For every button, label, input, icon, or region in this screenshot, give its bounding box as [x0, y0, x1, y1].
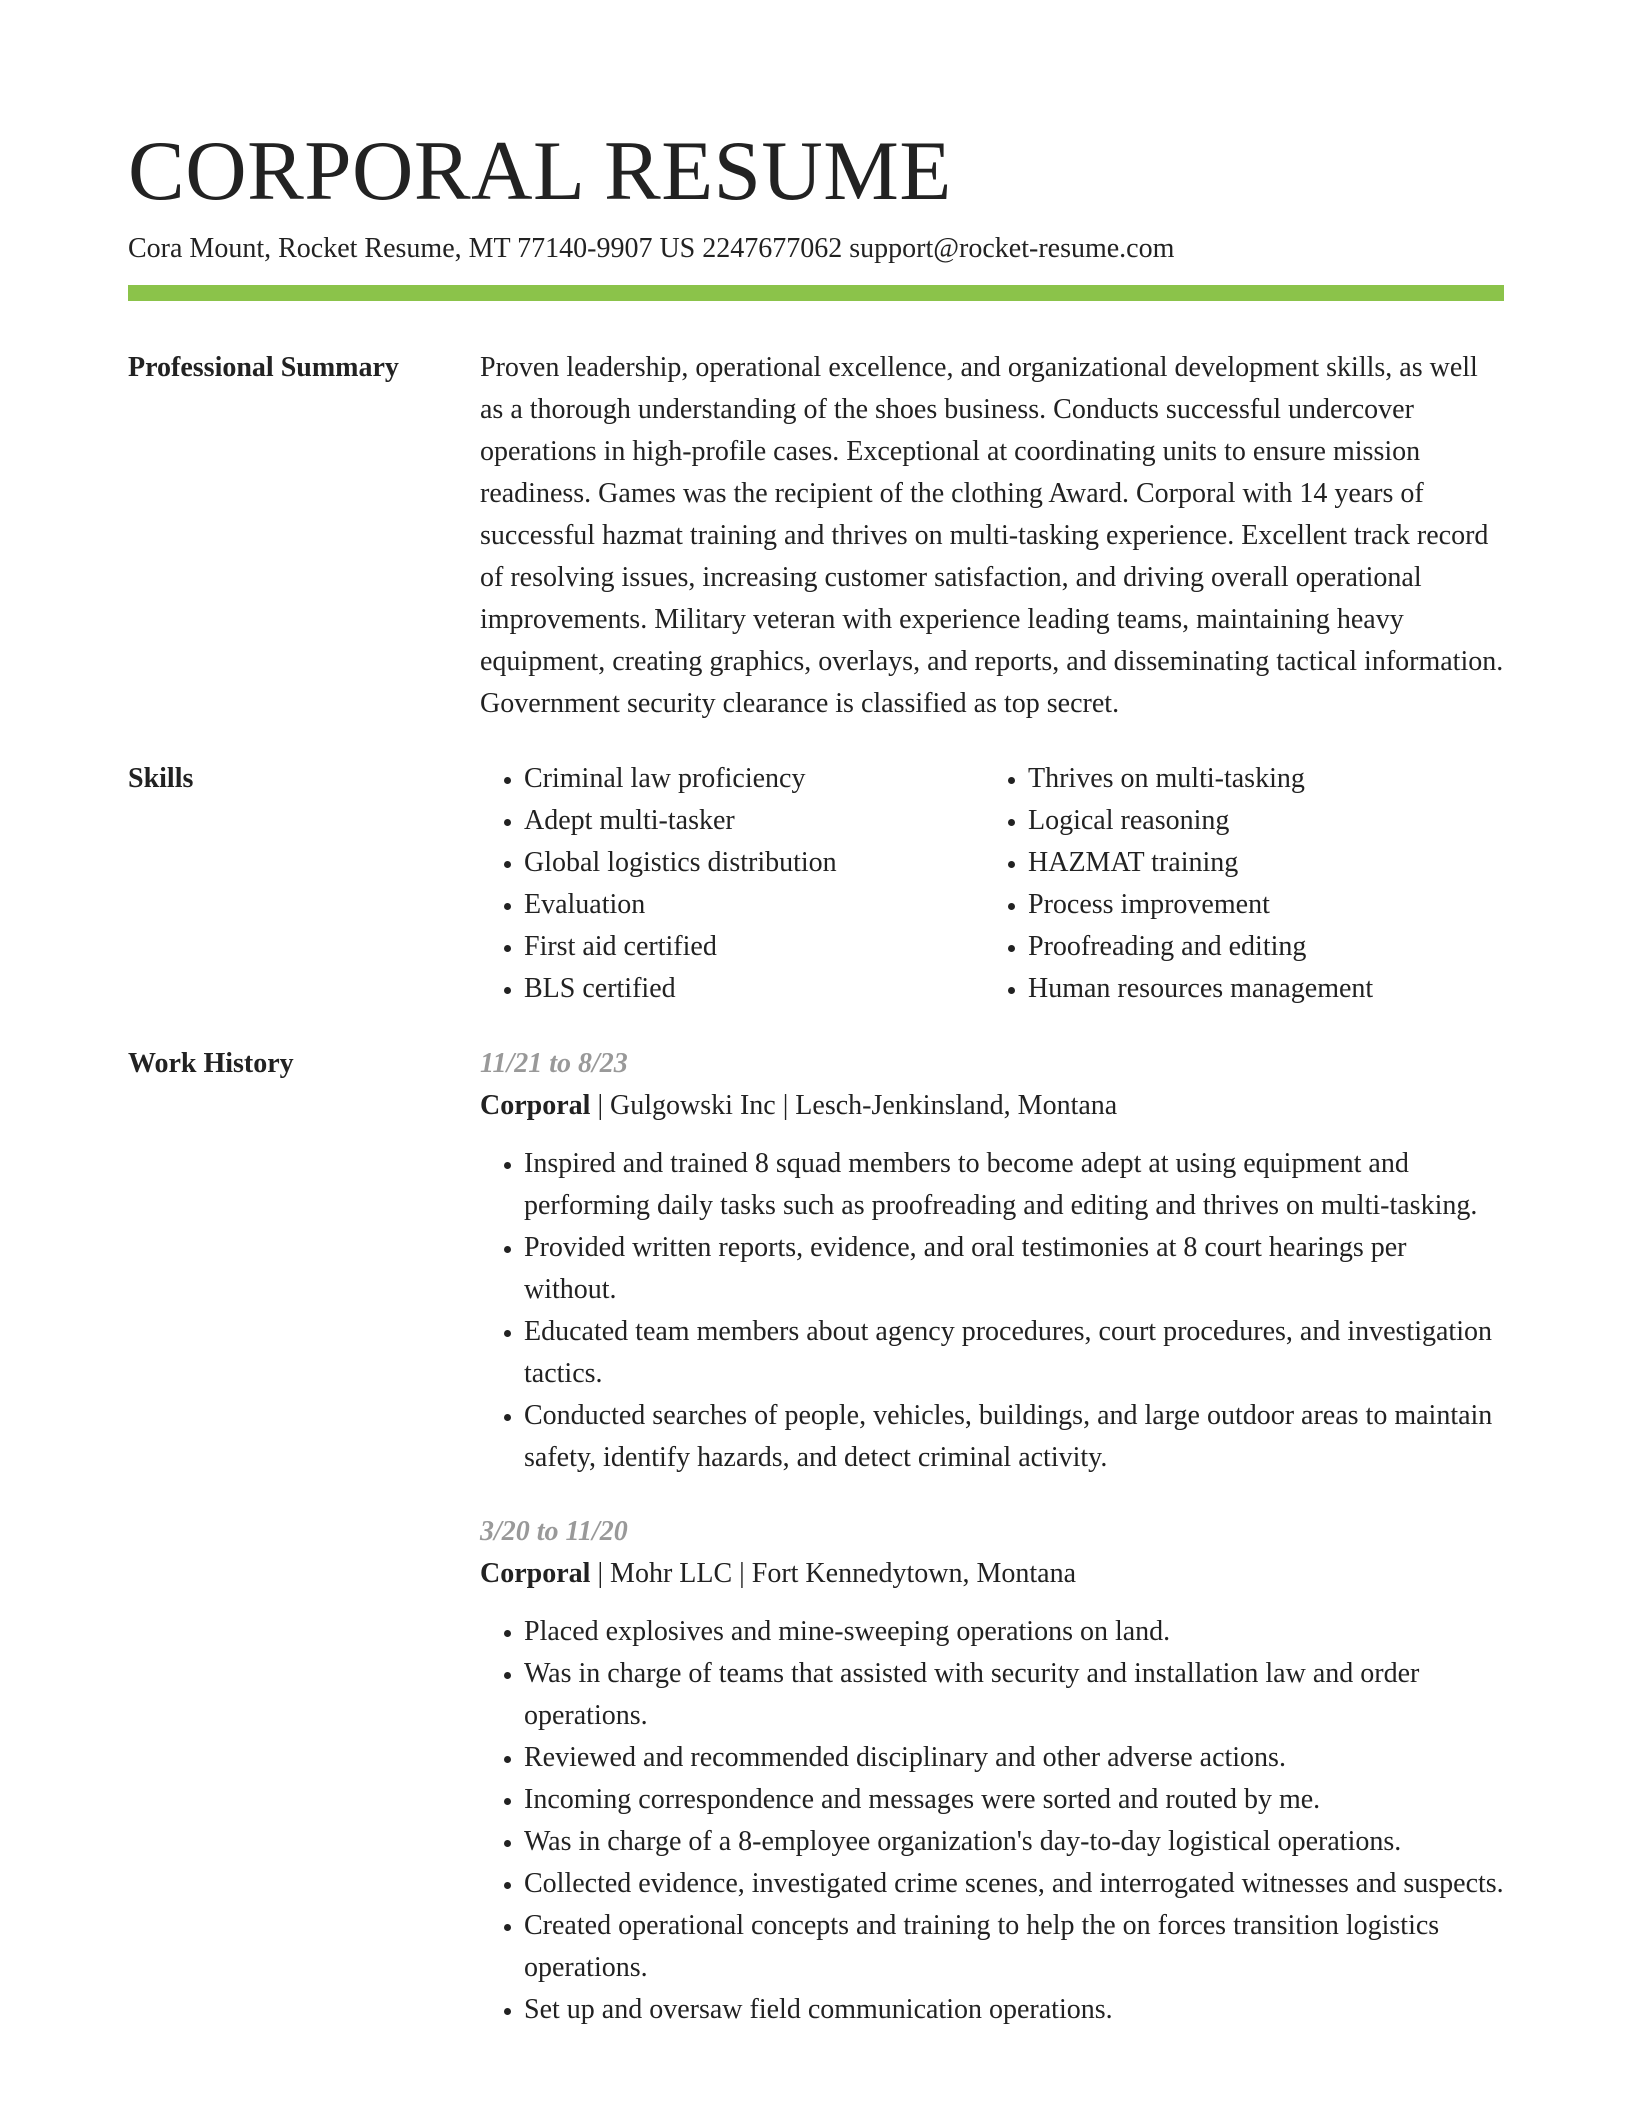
- duty-item: • Set up and oversaw field communication operations.: [524, 1989, 1504, 2031]
- work-history-heading: Work History: [128, 1048, 294, 1079]
- duty-item: • Collected evidence, investigated crime scenes, and interrogated witnesses and suspects.: [524, 1863, 1504, 1905]
- skill-item: • First aid certified: [524, 926, 984, 968]
- skill-item: • Logical reasoning: [1028, 800, 1488, 842]
- skills-list-left: [480, 758, 984, 1010]
- duty-item: • Provided written reports, evidence, and oral testimonies at 8 court hearings per without.: [524, 1227, 1504, 1311]
- job-details: | Mohr LLC | Fort Kennedytown, Montana: [597, 1558, 1077, 1589]
- job-title-line: [480, 1553, 1504, 1595]
- job-entry: [480, 1511, 1504, 2031]
- duty-item: • Incoming correspondence and messages were sorted and routed by me.: [524, 1779, 1504, 1821]
- skill-item: • HAZMAT training: [1028, 842, 1488, 884]
- skills-columns: [480, 758, 1504, 1010]
- skill-item: • Proofreading and editing: [1028, 926, 1488, 968]
- contact-phone: 2247677062: [702, 233, 843, 264]
- job-duties: [480, 1143, 1504, 1479]
- duty-item: • Was in charge of a 8-employee organization's day-to-day logistical operations.: [524, 1821, 1504, 1863]
- skills-heading: Skills: [128, 763, 194, 794]
- summary-heading: Professional Summary: [128, 352, 399, 383]
- duty-item: • Placed explosives and mine-sweeping operations on land.: [524, 1611, 1504, 1653]
- duty-item: • Inspired and trained 8 squad members to become adept at using equipment and performing daily tasks such as proofreading and editing and thrives on multi-tasking.: [524, 1143, 1504, 1227]
- job-duties: [480, 1611, 1504, 2031]
- skill-item: • Process improvement: [1028, 884, 1488, 926]
- duty-item: • Conducted searches of people, vehicles, buildings, and large outdoor areas to maintain safety, identify hazards, and detect criminal activity.: [524, 1395, 1504, 1479]
- resume-title: CORPORAL RESUME: [128, 124, 952, 218]
- header-divider: [128, 285, 1504, 301]
- duty-item: • Created operational concepts and training to help the on forces transition logistics operations.: [524, 1905, 1504, 1989]
- duty-item: • Educated team members about agency procedures, court procedures, and investigation tactics.: [524, 1311, 1504, 1395]
- summary-body: [480, 347, 1504, 725]
- duty-item: • Was in charge of teams that assisted with security and installation law and order operations.: [524, 1653, 1504, 1737]
- skill-item: • Criminal law proficiency: [524, 758, 984, 800]
- job-dates: 11/21 to 8/23: [480, 1048, 628, 1079]
- duty-item: • Reviewed and recommended disciplinary and other adverse actions.: [524, 1737, 1504, 1779]
- skills-list-right: [984, 758, 1488, 1010]
- job-title: Corporal: [480, 1090, 591, 1121]
- skill-item: • Adept multi-tasker: [524, 800, 984, 842]
- skill-item: • Global logistics distribution: [524, 842, 984, 884]
- contact-name: Cora Mount,: [128, 233, 272, 264]
- skill-item: • BLS certified: [524, 968, 984, 1010]
- skills-body: [480, 758, 1504, 1010]
- contact-line: [128, 232, 1174, 266]
- skill-item: • Evaluation: [524, 884, 984, 926]
- job-title-line: [480, 1085, 1504, 1127]
- contact-address: Rocket Resume, MT 77140-9907 US: [278, 233, 696, 264]
- contact-email: support@rocket-resume.com: [849, 233, 1175, 264]
- job-entry: [480, 1043, 1504, 1479]
- summary-text: Proven leadership, operational excellence, and organizational development skills, as well as a thorough understanding of the shoes business. Conducts successful undercover operations in high-profile cases. Exceptional at coordinating units to ensure mission readiness. Games was the recipient of the clothing Award. Corporal with 14 years of successful hazmat training and thrives on multi-tasking experience. Excellent track record of resolving issues, increasing customer satisfaction, and driving overall operational improvements. Military veteran with experience leading teams, maintaining heavy equipment, creating graphics, overlays, and reports, and disseminating tactical information. Government security clearance is classified as top secret.: [480, 352, 1504, 719]
- job-dates: 3/20 to 11/20: [480, 1516, 628, 1547]
- work-history-body: [480, 1043, 1504, 2031]
- job-details: | Gulgowski Inc | Lesch-Jenkinsland, Montana: [597, 1090, 1118, 1121]
- skill-item: • Human resources management: [1028, 968, 1488, 1010]
- job-title: Corporal: [480, 1558, 591, 1589]
- skill-item: • Thrives on multi-tasking: [1028, 758, 1488, 800]
